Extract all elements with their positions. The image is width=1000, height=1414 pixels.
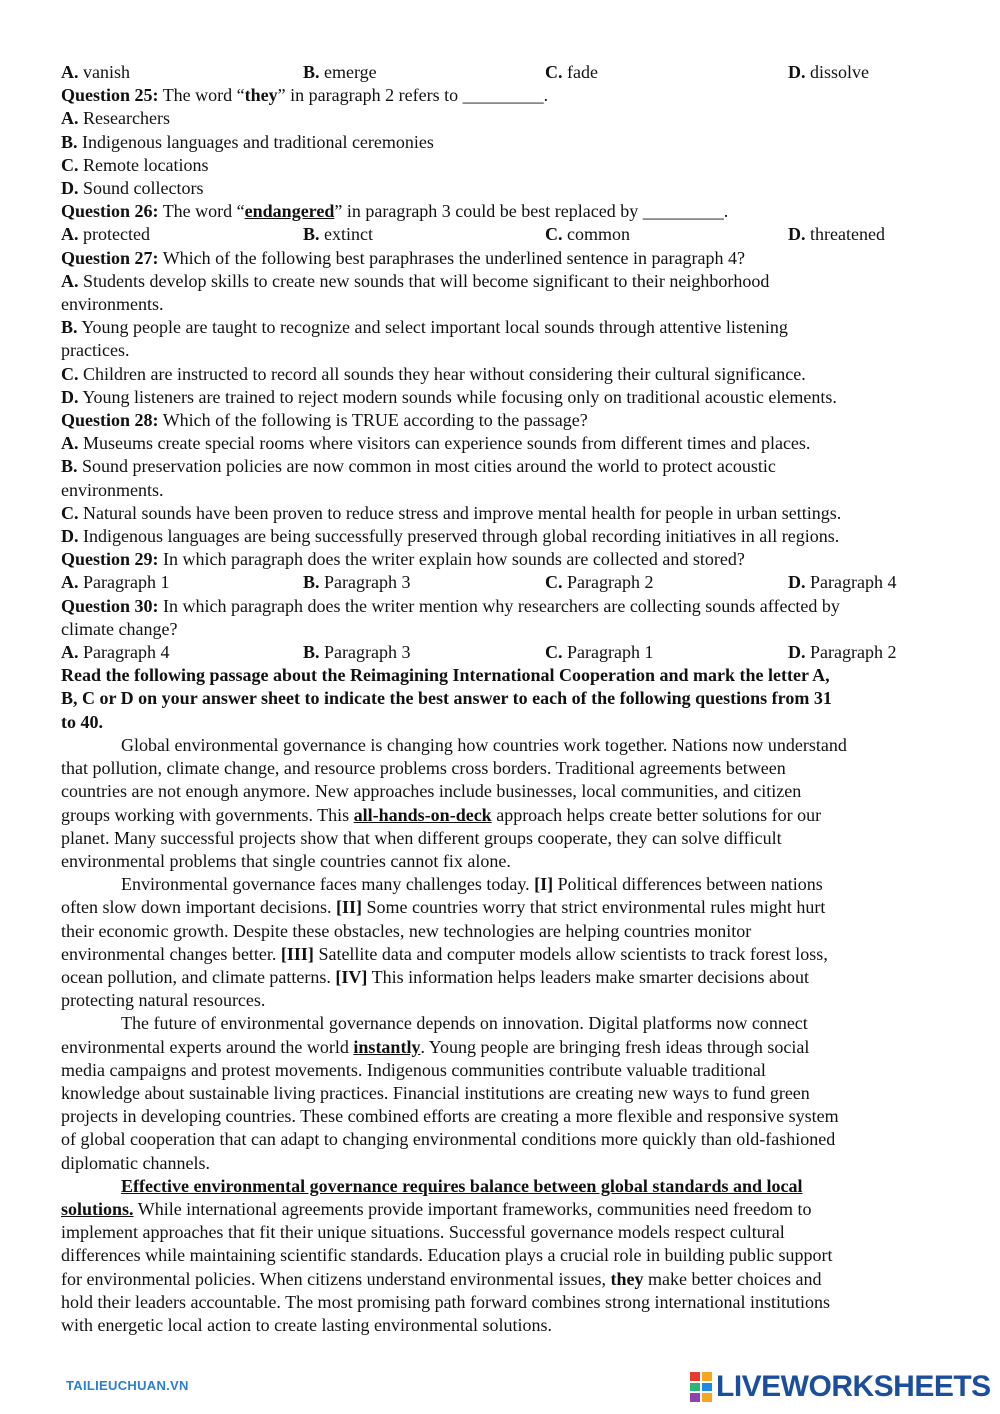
underlined-sentence: Effective environmental governance requires balance between global standards and local (121, 1175, 803, 1196)
option-text: Paragraph 1 (83, 572, 170, 593)
option-text: Remote locations (83, 154, 209, 175)
paragraph-line: planet. Many successful projects show that when different groups cooperate, they can solve difficult (61, 827, 782, 848)
stem-text: Which of the following is TRUE according to the passage? (158, 410, 588, 431)
option-letter: D. (61, 178, 79, 199)
passage-paragraph-2 (61, 873, 939, 1012)
option-letter: C. (545, 224, 563, 245)
liveworksheets-logo[interactable] (690, 1370, 991, 1404)
option-letter: B. (303, 224, 320, 245)
q26-option-c[interactable] (545, 223, 788, 246)
paragraph-line: with energetic local action to create lasting environmental solutions. (61, 1314, 553, 1335)
stem-text: The word “ (158, 201, 245, 222)
option-text: dissolve (810, 62, 870, 82)
text: groups working with governments. This (61, 804, 354, 825)
q27-option-b[interactable] (61, 316, 939, 362)
option-text: Museums create special rooms where visitors can experience sounds from different times and places. (83, 433, 811, 454)
passage-paragraph-1 (61, 734, 939, 873)
question-number: Question 28: (61, 410, 159, 431)
worksheet-page (61, 61, 939, 1337)
paragraph-line (61, 804, 939, 827)
stem-text: In which paragraph does the writer explain how sounds are collected and stored? (158, 549, 745, 570)
q26-options (61, 223, 939, 246)
option-letter: D. (788, 62, 806, 82)
paragraph-line: Global environmental governance is changing how countries work together. Nations now understand (121, 734, 847, 755)
paragraph-line (61, 1036, 939, 1059)
option-text: Natural sounds have been proven to reduce stress and improve mental health for people in urban settings. (83, 502, 842, 523)
option-letter: D. (61, 386, 79, 407)
paragraph-line: media campaigns and protest movements. Indigenous communities contribute valuable traditional (61, 1059, 766, 1080)
paragraph-line: environmental problems that single countries cannot fix alone. (61, 850, 511, 871)
paragraph-line: knowledge about sustainable living practices. Financial institutions are creating new ways to fund green (61, 1082, 810, 1103)
text: . Young people are bringing fresh ideas through social (420, 1036, 810, 1057)
liveworksheets-logo-icon (690, 1372, 712, 1402)
option-letter: D. (788, 572, 806, 593)
option-line (61, 455, 939, 478)
option-letter: C. (545, 62, 563, 82)
option-text: Paragraph 2 (567, 572, 654, 593)
paragraph-line: of global cooperation that can adapt to changing environmental conditions more quickly than old-fashioned (61, 1129, 836, 1150)
stem-text: Which of the following best paraphrases the underlined sentence in paragraph 4? (158, 247, 745, 268)
stem-text: ” in paragraph 2 refers to _________. (277, 85, 549, 106)
text: Political differences between nations (553, 874, 823, 895)
option-text-cont: practices. (61, 340, 130, 361)
option-letter: B. (303, 642, 320, 663)
q29-option-d[interactable] (788, 571, 939, 594)
q29-option-c[interactable] (545, 571, 788, 594)
liveworksheets-wordmark: LIVEWORKSHEETS (716, 1370, 991, 1403)
option-letter: A. (61, 572, 79, 593)
option-letter: B. (303, 572, 320, 593)
q29-options (61, 571, 939, 594)
highlighted-word: instantly (353, 1036, 421, 1057)
insertion-marker-2: [II] (335, 897, 362, 918)
q25-option-a[interactable] (61, 107, 939, 130)
option-letter: C. (61, 502, 79, 523)
option-text: common (567, 224, 630, 245)
highlighted-phrase: all-hands-on-deck (353, 804, 492, 825)
option-letter: B. (303, 62, 320, 82)
stem-text: ” in paragraph 3 could be best replaced by _________. (334, 201, 729, 222)
option-text: threatened (810, 224, 885, 245)
option-line (61, 316, 939, 339)
q24-option-d[interactable] (788, 61, 939, 84)
q26-option-a[interactable] (61, 223, 303, 246)
option-text: Paragraph 3 (324, 642, 411, 663)
q29-option-a[interactable] (61, 571, 303, 594)
paragraph-line: projects in developing countries. These combined efforts are creating a more flexible and responsive system (61, 1106, 839, 1127)
q28-option-a[interactable] (61, 432, 939, 455)
option-letter: C. (545, 572, 563, 593)
question-number: Question 29: (61, 549, 159, 570)
text: ocean pollution, and climate patterns. (61, 966, 336, 987)
instruction-line: B, C or D on your answer sheet to indicate the best answer to each of the following questions from 31 (61, 688, 832, 709)
q28-stem (61, 409, 939, 432)
instruction-line: Read the following passage about the Reimagining International Cooperation and mark the letter A, (61, 665, 830, 686)
option-letter: D. (788, 224, 806, 245)
text: Satellite data and computer models allow scientists to track forest loss, (313, 943, 828, 964)
option-letter: B. (61, 456, 78, 477)
option-text: emerge (324, 62, 377, 82)
target-word: endangered (244, 201, 335, 222)
option-text-cont: environments. (61, 294, 164, 315)
paragraph-line: protecting natural resources. (61, 990, 266, 1011)
text: Environmental governance faces many challenges today. (121, 874, 535, 895)
option-text: Students develop skills to create new sounds that will become significant to their neighborhood (83, 270, 770, 291)
q26-option-b[interactable] (303, 223, 545, 246)
option-letter: C. (545, 642, 563, 663)
q28-option-c[interactable] (61, 502, 939, 525)
paragraph-line (61, 1175, 939, 1198)
option-letter: B. (61, 317, 78, 338)
q29-option-b[interactable] (303, 571, 545, 594)
q25-option-b[interactable] (61, 131, 939, 154)
paragraph-line: their economic growth. Despite these obstacles, new technologies are helping countries monitor (61, 920, 752, 941)
text: for environmental policies. When citizens understand environmental issues, (61, 1268, 611, 1289)
option-text: fade (567, 62, 598, 82)
option-letter: B. (61, 131, 78, 152)
option-letter: A. (61, 433, 79, 454)
text: Some countries worry that strict environmental rules might hurt (361, 897, 826, 918)
paragraph-line: countries are not enough anymore. New approaches include businesses, local communities, and citizen (61, 781, 802, 802)
option-text: Children are instructed to record all sounds they hear without considering their cultural significance. (83, 363, 806, 384)
paragraph-line (61, 966, 939, 989)
option-text: Paragraph 1 (567, 642, 654, 663)
option-text: Indigenous languages and traditional ceremonies (82, 131, 434, 152)
paragraph-line (61, 943, 939, 966)
option-text: Paragraph 4 (83, 642, 170, 663)
text: environmental experts around the world (61, 1036, 354, 1057)
stem-text: The word “ (158, 85, 245, 106)
text: approach helps create better solutions for our (491, 804, 822, 825)
text: This information helps leaders make smarter decisions about (367, 966, 809, 987)
option-letter: C. (61, 363, 79, 384)
question-number: Question 27: (61, 247, 159, 268)
paragraph-line (61, 896, 939, 919)
option-letter: D. (61, 526, 79, 547)
q24-option-b[interactable] (303, 61, 545, 84)
paragraph-line: diplomatic channels. (61, 1152, 210, 1173)
option-text: Paragraph 4 (810, 572, 897, 593)
option-text: Sound collectors (83, 178, 204, 199)
question-number: Question 25: (61, 85, 159, 106)
question-number: Question 26: (61, 201, 159, 222)
text: make better choices and (643, 1268, 822, 1289)
text: environmental changes better. (61, 943, 281, 964)
insertion-marker-3: [III] (280, 943, 314, 964)
option-letter: A. (61, 642, 79, 663)
option-text: vanish (83, 62, 130, 82)
paragraph-line: differences while maintaining scientific standards. Education plays a crucial role in building public support (61, 1245, 833, 1266)
q24-option-a[interactable] (61, 61, 303, 84)
option-letter: A. (61, 62, 79, 82)
option-text: extinct (324, 224, 373, 245)
target-word: they (610, 1268, 644, 1289)
option-text: Young people are taught to recognize and select important local sounds through attentive listening (81, 317, 788, 338)
passage-paragraph-4 (61, 1175, 939, 1337)
q30-option-d[interactable] (788, 641, 939, 664)
paragraph-line: that pollution, climate change, and resource problems cross borders. Traditional agreements between (61, 758, 786, 779)
q28-option-b[interactable] (61, 455, 939, 501)
option-letter: A. (61, 224, 79, 245)
option-text: Paragraph 2 (810, 642, 897, 663)
q27-option-c[interactable] (61, 363, 939, 386)
option-text-cont: environments. (61, 479, 164, 500)
option-letter: A. (61, 270, 79, 291)
option-letter: D. (788, 642, 806, 663)
q26-option-d[interactable] (788, 223, 939, 246)
page-footer (0, 1370, 1000, 1414)
q24-option-c[interactable] (545, 61, 788, 84)
insertion-marker-1: [I] (534, 874, 554, 895)
q25-option-c[interactable] (61, 154, 939, 177)
option-text: protected (83, 224, 150, 245)
paragraph-line (61, 1268, 939, 1291)
stem-text: In which paragraph does the writer mention why researchers are collecting sounds affected by (158, 595, 840, 616)
q27-option-d[interactable] (61, 386, 939, 409)
option-letter: A. (61, 108, 79, 129)
target-word: they (244, 85, 278, 106)
question-number: Question 30: (61, 595, 159, 616)
q25-stem (61, 84, 939, 107)
option-text: Sound preservation policies are now common in most cities around the world to protect acoustic (82, 456, 776, 477)
q30-option-c[interactable] (545, 641, 788, 664)
instruction-line: to 40. (61, 711, 103, 732)
q27-stem (61, 247, 939, 270)
q29-stem (61, 548, 939, 571)
q28-option-d[interactable] (61, 525, 939, 548)
tailieuchuan-logo[interactable]: TAILIEUCHUAN.VN (66, 1378, 189, 1393)
option-line (61, 270, 939, 293)
q30-options (61, 641, 939, 664)
stem-line (61, 595, 939, 618)
q24-options (61, 61, 939, 84)
reading-instruction (61, 664, 939, 734)
q25-option-d[interactable] (61, 177, 939, 200)
q27-option-a[interactable] (61, 270, 939, 316)
insertion-marker-4: [IV] (335, 966, 368, 987)
paragraph-line: implement approaches that fit their unique situations. Successful governance models respect cultural (61, 1222, 785, 1243)
passage-paragraph-3 (61, 1012, 939, 1174)
underlined-sentence: solutions. (61, 1198, 134, 1219)
q30-option-b[interactable] (303, 641, 545, 664)
option-letter: C. (61, 154, 79, 175)
option-text: Indigenous languages are being successfully preserved through global recording initiatives in all regions. (83, 526, 840, 547)
q30-option-a[interactable] (61, 641, 303, 664)
text: often slow down important decisions. (61, 897, 336, 918)
paragraph-line (61, 1198, 939, 1221)
q30-stem (61, 595, 939, 641)
stem-text-cont: climate change? (61, 618, 178, 639)
q26-stem (61, 200, 939, 223)
text: While international agreements provide important frameworks, communities need freedom to (133, 1198, 812, 1219)
option-text: Paragraph 3 (324, 572, 411, 593)
paragraph-line (61, 873, 939, 896)
paragraph-line: The future of environmental governance depends on innovation. Digital platforms now connect (121, 1013, 808, 1034)
paragraph-line: hold their leaders accountable. The most promising path forward combines strong international institutions (61, 1291, 830, 1312)
option-text: Researchers (83, 108, 170, 129)
option-text: Young listeners are trained to reject modern sounds while focusing only on traditional acoustic elements. (82, 386, 837, 407)
